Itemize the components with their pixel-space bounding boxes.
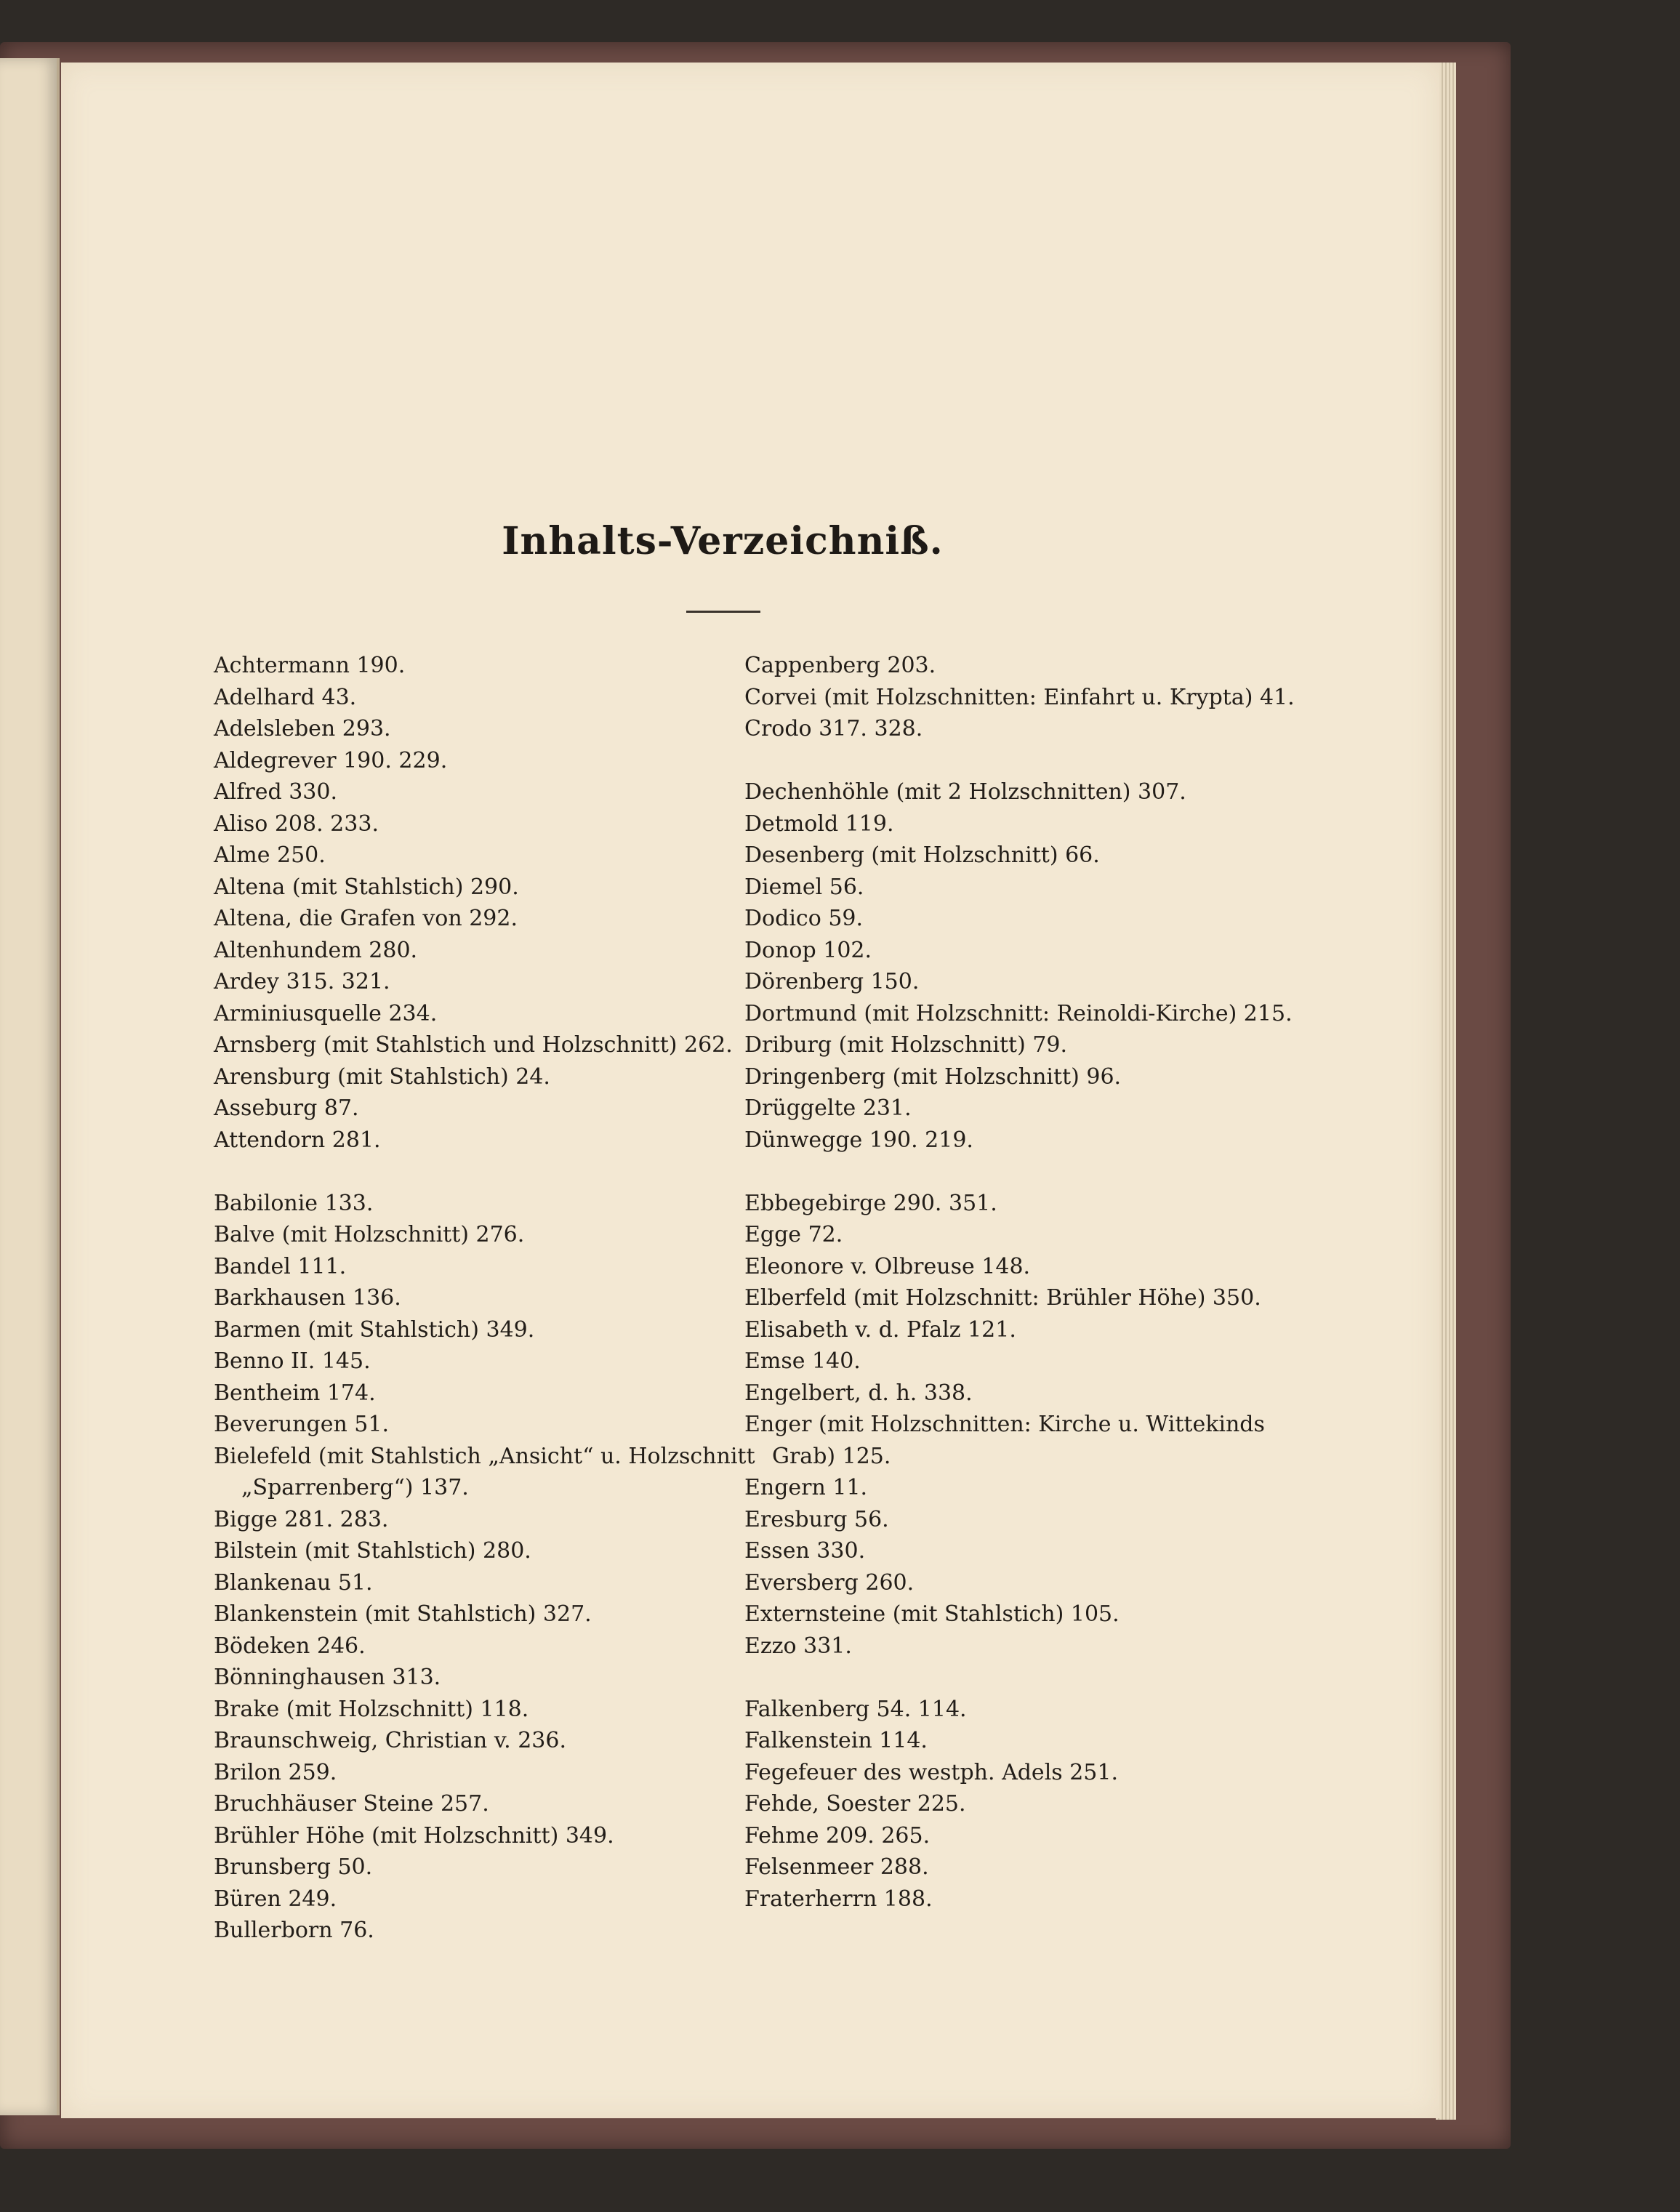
index-entry: Fehde, Soester 225.: [744, 1791, 966, 1817]
index-entry: Bandel 111.: [214, 1253, 347, 1279]
index-entry: Externsteine (mit Stahlstich) 105.: [744, 1601, 1120, 1627]
index-entry: Drüggelte 231.: [744, 1095, 912, 1121]
index-entry: Büren 249.: [214, 1886, 337, 1912]
index-entry: Driburg (mit Holzschnitt) 79.: [744, 1032, 1068, 1058]
index-entry: Corvei (mit Holzschnitten: Einfahrt u. Krypta) 41.: [744, 684, 1295, 710]
index-entry: Diemel 56.: [744, 874, 864, 900]
index-entry: Alfred 330.: [214, 779, 337, 805]
index-entry: Dörenberg 150.: [744, 969, 920, 994]
index-entry: Dringenberg (mit Holzschnitt) 96.: [744, 1063, 1122, 1090]
left-facing-page: [0, 58, 60, 2115]
index-entry: Bilstein (mit Stahlstich) 280.: [214, 1538, 531, 1564]
index-entry: Fehme 209. 265.: [744, 1822, 931, 1849]
index-entry: Bödeken 246.: [214, 1633, 366, 1659]
index-entry: Asseburg 87.: [214, 1095, 359, 1121]
index-entry: Brühler Höhe (mit Holzschnitt) 349.: [214, 1822, 614, 1849]
index-entry: Alme 250.: [214, 842, 326, 868]
index-entry: Fraterherrn 188.: [744, 1886, 933, 1912]
index-entry: Eversberg 260.: [744, 1569, 915, 1596]
page-title: Inhalts-Verzeichniß.: [502, 519, 944, 563]
index-entry: Beverungen 51.: [214, 1412, 390, 1437]
index-entry: Egge 72.: [744, 1222, 843, 1247]
index-entry: Falkenstein 114.: [744, 1728, 928, 1753]
index-entry: Dodico 59.: [744, 906, 864, 931]
index-entry: Adelsleben 293.: [214, 716, 391, 741]
index-entry: Fegefeuer des westph. Adels 251.: [744, 1759, 1119, 1785]
index-entry: Benno II. 145.: [214, 1348, 371, 1374]
index-entry: Barkhausen 136.: [214, 1285, 401, 1311]
index-entry: Bullerborn 76.: [214, 1918, 374, 1943]
index-entry: Bentheim 174.: [214, 1380, 376, 1406]
index-entry: Ebbegebirge 290. 351.: [744, 1190, 997, 1216]
index-entry: Grab) 125.: [772, 1443, 891, 1469]
index-entry: Detmold 119.: [744, 811, 894, 837]
index-entry: Dünwegge 190. 219.: [744, 1127, 973, 1153]
index-entry: Brunsberg 50.: [214, 1854, 373, 1880]
index-entry: Donop 102.: [744, 937, 872, 963]
index-entry: Arensburg (mit Stahlstich) 24.: [214, 1063, 550, 1090]
index-entry: Altena (mit Stahlstich) 290.: [214, 874, 519, 900]
index-entry: Aldegrever 190. 229.: [214, 747, 448, 773]
index-entry: Arminiusquelle 234.: [214, 1000, 438, 1026]
index-entry: Blankenau 51.: [214, 1569, 373, 1596]
index-entry: Brilon 259.: [214, 1759, 337, 1785]
index-entry: Emse 140.: [744, 1348, 861, 1374]
index-entry: Cappenberg 203.: [744, 653, 936, 678]
index-entry: Babilonie 133.: [214, 1190, 374, 1216]
index-entry: Ardey 315. 321.: [214, 969, 390, 994]
index-entry: Felsenmeer 288.: [744, 1854, 929, 1880]
index-entry: Attendorn 281.: [214, 1127, 381, 1153]
title-rule: [686, 611, 760, 613]
index-entry: Brake (mit Holzschnitt) 118.: [214, 1696, 529, 1722]
index-entry: Achtermann 190.: [214, 653, 406, 678]
index-entry: Dortmund (mit Holzschnitt: Reinoldi-Kirche) 215.: [744, 1000, 1293, 1026]
index-section-gap: [744, 1662, 1326, 1694]
index-entry: Bönninghausen 313.: [214, 1665, 441, 1690]
index-entry: Bigge 281. 283.: [214, 1506, 389, 1532]
index-entry: Falkenberg 54. 114.: [744, 1696, 967, 1722]
index-entry: Adelhard 43.: [214, 684, 357, 710]
index-entry: Elberfeld (mit Holzschnitt: Brühler Höhe) 350.: [744, 1285, 1261, 1311]
index-page: [61, 63, 1439, 2118]
index-entry: Elisabeth v. d. Pfalz 121.: [744, 1316, 1016, 1343]
index-entry: Altena, die Grafen von 292.: [214, 906, 518, 931]
index-column-right: [744, 650, 1326, 1915]
index-entry: Balve (mit Holzschnitt) 276.: [214, 1222, 525, 1247]
index-section-gap: [214, 1156, 766, 1188]
index-entry: Altenhundem 280.: [214, 937, 418, 963]
index-column-left: [214, 650, 766, 1947]
index-entry: Ezzo 331.: [744, 1633, 852, 1659]
index-entry: Engelbert, d. h. 338.: [744, 1380, 973, 1406]
index-entry: Arnsberg (mit Stahlstich und Holzschnitt) 262.: [214, 1032, 733, 1058]
index-entry: Engern 11.: [744, 1475, 868, 1500]
index-entry: Eleonore v. Olbreuse 148.: [744, 1253, 1031, 1279]
index-entry: Bruchhäuser Steine 257.: [214, 1791, 489, 1817]
index-entry: Braunschweig, Christian v. 236.: [214, 1728, 566, 1753]
index-entry: Eresburg 56.: [744, 1506, 889, 1532]
index-entry: „Sparrenberg“) 137.: [241, 1475, 469, 1500]
binding-gutter: [57, 58, 60, 2115]
index-entry: Desenberg (mit Holzschnitt) 66.: [744, 842, 1100, 868]
index-section-gap: [744, 745, 1326, 777]
index-entry: Enger (mit Holzschnitten: Kirche u. Wittekinds: [744, 1412, 1265, 1437]
index-entry: Bielefeld (mit Stahlstich „Ansicht“ u. Holzschnitt: [214, 1443, 755, 1469]
index-section-gap: [744, 1156, 1326, 1188]
index-entry: Aliso 208. 233.: [214, 811, 379, 837]
index-entry: Essen 330.: [744, 1538, 866, 1564]
index-entry: Dechenhöhle (mit 2 Holzschnitten) 307.: [744, 779, 1186, 805]
index-entry: Blankenstein (mit Stahlstich) 327.: [214, 1601, 592, 1627]
index-entry: Crodo 317. 328.: [744, 716, 923, 741]
index-entry: Barmen (mit Stahlstich) 349.: [214, 1316, 535, 1343]
